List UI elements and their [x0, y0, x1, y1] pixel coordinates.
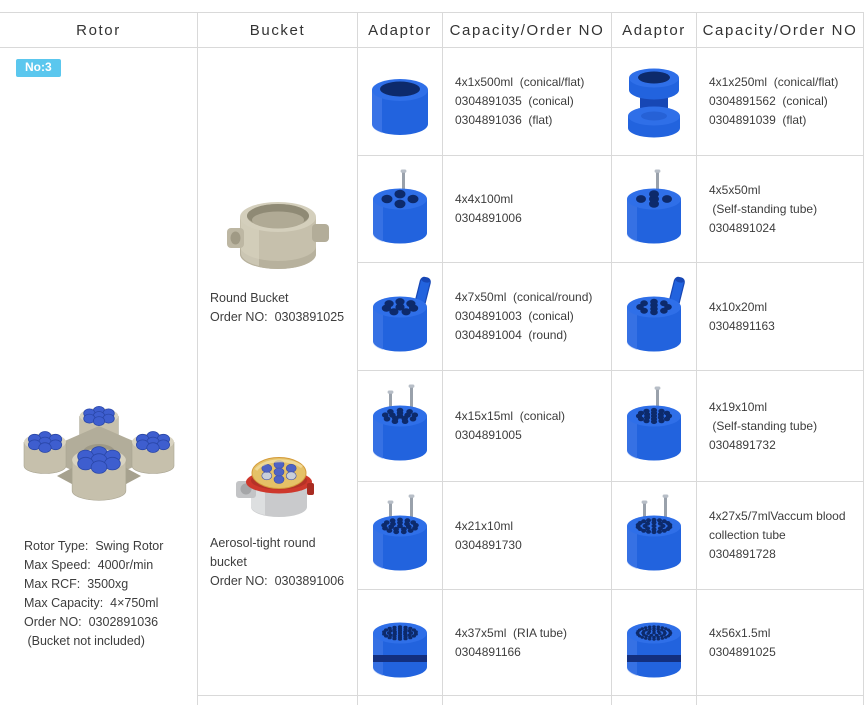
adaptor-cell [612, 590, 697, 696]
capacity-line: 4x10x20ml [709, 299, 768, 314]
capacity-line: 4x27x5/7mlVaccum blood collection tube [709, 509, 849, 542]
adaptor-cell [612, 371, 697, 482]
adaptor-icon [358, 273, 442, 361]
column-header-adaptor-1: Adaptor [358, 13, 443, 48]
capacity-cell [697, 263, 864, 371]
catalog-page [0, 12, 864, 716]
column-header-rotor: Rotor [0, 13, 198, 48]
rotor-spec-line: Rotor Type: Swing Rotor [24, 539, 164, 553]
swing-rotor-photo [13, 396, 185, 533]
number-badge: No:3 [16, 59, 61, 77]
aerosol-bucket-photo [224, 429, 332, 534]
adaptor-icon [358, 599, 442, 687]
adaptor-cell [358, 263, 443, 371]
adaptor-cell [358, 48, 443, 156]
capacity-cell [697, 48, 864, 156]
capacity-line: 4x21x10ml [455, 518, 514, 533]
capacity-line: 0304891024 [709, 220, 776, 235]
capacity-line: 0304891006 [455, 211, 522, 225]
adaptor-cell [612, 48, 697, 156]
adaptor-cell [358, 482, 443, 590]
capacity-line: 4x1x500ml (conical/flat) [455, 75, 585, 89]
rotor-spec-line: (Bucket not included) [24, 634, 145, 648]
capacity-line: 0304891004 (round) [455, 328, 568, 342]
capacity-line: (Self-standing tube) [709, 418, 818, 433]
bucket-name: Round Bucket [210, 291, 289, 305]
aerosol-bucket-caption [210, 534, 352, 591]
capacity-line: 0304891036 (flat) [455, 113, 553, 127]
adaptor-cell [358, 590, 443, 696]
bucket-cell [198, 48, 358, 696]
capacity-line: 4x5x50ml [709, 182, 761, 197]
rotor-spec-line: Order NO: 0302891036 [24, 615, 159, 629]
capacity-cell [443, 263, 612, 371]
adaptor-cell [612, 263, 697, 371]
capacity-cell [443, 48, 612, 156]
adaptor-icon [612, 599, 696, 687]
adaptor-icon [612, 165, 696, 253]
capacity-line: 4x56x1.5ml [709, 625, 771, 640]
bucket-order-no: Order NO: 0303891025 [210, 310, 345, 324]
capacity-cell [697, 371, 864, 482]
capacity-cell [443, 482, 612, 590]
adaptor-cell [612, 482, 697, 590]
adaptor-cell [612, 156, 697, 263]
capacity-line: 4x15x15ml (conical) [455, 409, 566, 423]
adaptor-icon [612, 492, 696, 580]
rotor-spec-list [24, 537, 197, 651]
capacity-line: 0304891166 [455, 644, 521, 659]
capacity-cell [697, 482, 864, 590]
rotor-spec-line: Max Capacity: 4×750ml [24, 596, 159, 610]
column-header-capacity-2: Capacity/Order NO [697, 13, 864, 48]
column-header-bucket: Bucket [198, 13, 358, 48]
capacity-line: 4x19x10ml [709, 399, 768, 414]
rotor-spec-line: Max Speed: 4000r/min [24, 558, 154, 572]
rotor-bucket-adaptor-table [0, 12, 864, 705]
capacity-line: (Self-standing tube) [709, 201, 818, 216]
adaptor-icon [358, 382, 442, 470]
adaptor-icon [358, 165, 442, 253]
capacity-line: 0304891562 (conical) [709, 94, 828, 108]
adaptor-icon [612, 58, 696, 146]
capacity-line: 0304891039 (flat) [709, 113, 807, 127]
capacity-line: 4x4x100ml [455, 192, 514, 206]
capacity-line: 0304891005 [455, 428, 522, 442]
capacity-line: 0304891003 (conical) [455, 309, 574, 323]
adaptor-cell [358, 371, 443, 482]
adaptor-icon [612, 273, 696, 361]
column-header-capacity-1: Capacity/Order NO [443, 13, 612, 48]
round-bucket-photo [219, 184, 337, 289]
capacity-line: 4x37x5ml (RIA tube) [455, 625, 568, 640]
adaptor-icon [612, 382, 696, 470]
capacity-cell [697, 590, 864, 696]
capacity-cell [443, 590, 612, 696]
capacity-line: 0304891025 [709, 644, 776, 659]
round-bucket-caption [210, 289, 344, 327]
capacity-line: 0304891732 [709, 437, 776, 452]
capacity-cell [697, 156, 864, 263]
column-header-adaptor-2: Adaptor [612, 13, 697, 48]
capacity-cell [443, 371, 612, 482]
capacity-line: 0304891035 (conical) [455, 94, 574, 108]
rotor-spec-line: Max RCF: 3500xg [24, 577, 129, 591]
capacity-line: 0304891728 [709, 547, 776, 561]
capacity-line: 0304891163 [709, 318, 775, 333]
adaptor-icon [358, 58, 442, 146]
bucket-order-no: Order NO: 0303891006 [210, 574, 345, 588]
adaptor-cell [358, 156, 443, 263]
adaptor-icon [358, 492, 442, 580]
bucket-name: Aerosol-tight round bucket [210, 536, 320, 569]
capacity-line: 0304891730 [455, 537, 522, 552]
capacity-line: 4x1x250ml (conical/flat) [709, 75, 839, 89]
capacity-line: 4x7x50ml (conical/round) [455, 290, 593, 304]
capacity-cell [443, 156, 612, 263]
rotor-cell [0, 48, 198, 705]
